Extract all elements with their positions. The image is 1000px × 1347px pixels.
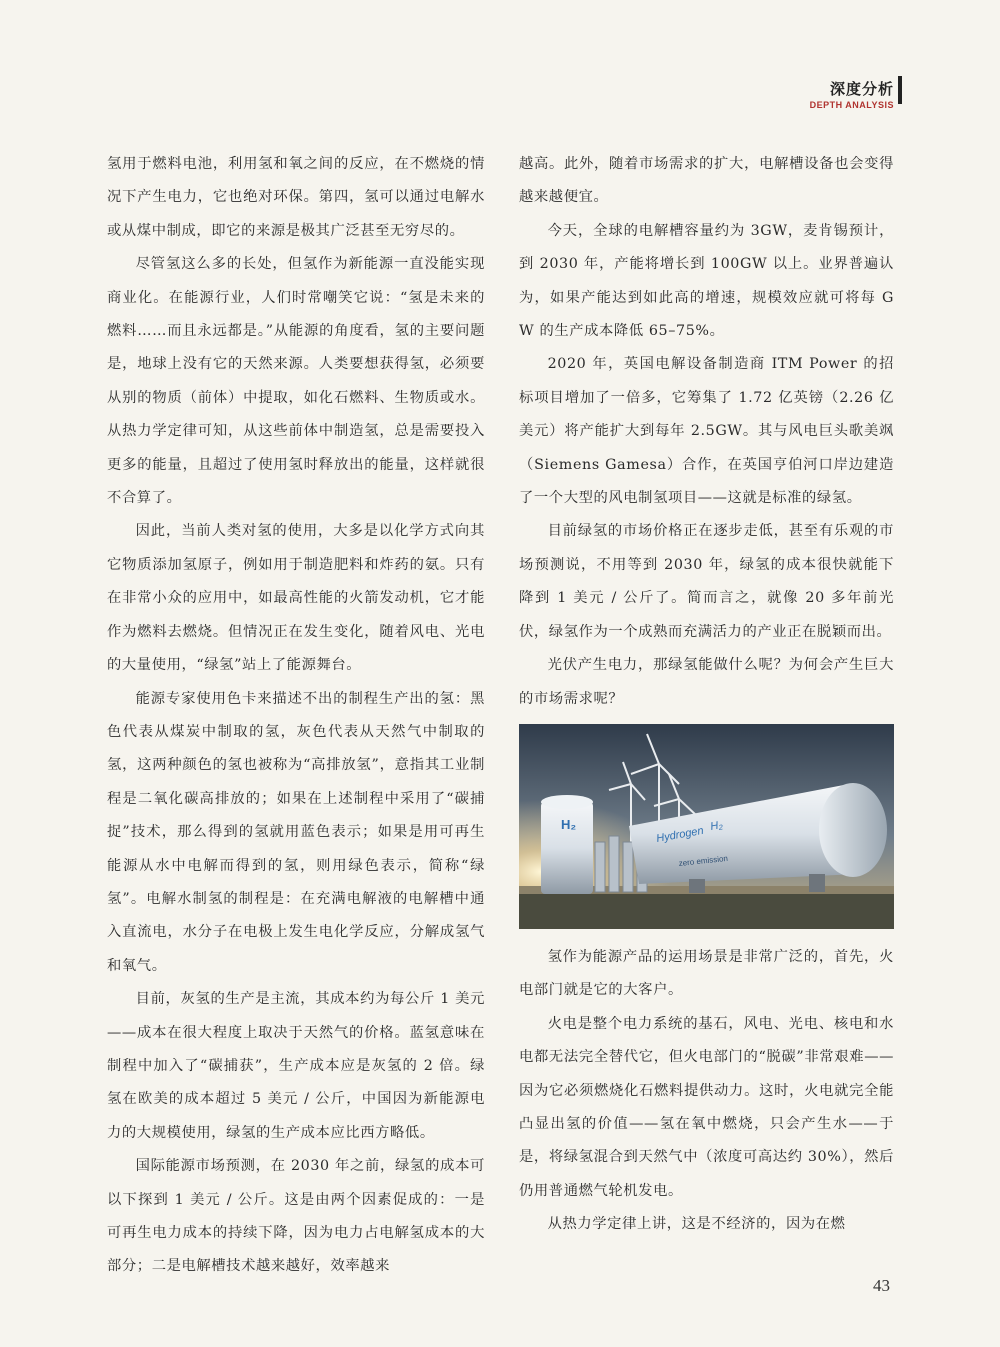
section-title-zh: 深度分析: [829, 80, 894, 98]
paragraph: 光伏产生电力，那绿氢能做什么呢？为何会产生巨大的市场需求呢？: [519, 657, 894, 707]
section-title-en: DEPTH ANALYSIS: [809, 100, 894, 110]
header-divider: [898, 76, 902, 104]
paragraph: 因此，当前人类对氢的使用，大多是以化学方式向其它物质添加氢原子，例如用于制造肥料和炸药的氨。只有在非常小众的应用中，如最高性能的火箭发动机，它才能作为燃料去燃烧。但情况正在发生变化，随着风电、光电的大量使用，“绿氢”站上了能源舞台。: [107, 523, 485, 674]
paragraph: 今天，全球的电解槽容量约为 3GW，麦肯锡预计，到 2030 年，产能将增长到 100GW 以上。业界普遍认为，如果产能达到如此高的增速，规模效应就可将每 GW 的生产成本降低 65–75%。: [519, 222, 894, 340]
paragraph: 从热力学定律上讲，这是不经济的，因为在燃: [547, 1216, 846, 1233]
paragraph: 越高。此外，随着市场需求的扩大，电解槽设备也会变得越来越便宜。: [519, 156, 894, 206]
paragraph: 目前绿氢的市场价格正在逐步走低，甚至有乐观的市场预测说，不用等到 2030 年，绿氢的成本很快就能下降到 1 美元 / 公斤了。简而言之，就像 20 多年前光伏，绿氢作为一个成熟而充满活力的产业正在脱颖而出。: [519, 523, 894, 640]
paragraph: 氢用于燃料电池，利用氢和氧之间的反应，在不燃烧的情况下产生电力，它也绝对环保。第四，氢可以通过电解水或从煤中制成，即它的来源是极其广泛甚至无穷尽的。: [107, 156, 485, 239]
paragraph: 火电是整个电力系统的基石，风电、光电、核电和水电都无法完全替代它，但火电部门的“脱碳”非常艰难——因为它必须燃烧化石燃料提供动力。这时，火电就完全能凸显出氢的价值——氢在氧中燃烧，只会产生水——于是，将绿氢混合到天然气中（浓度可高达约 30%），然后仍用普通燃气轮机发电。: [519, 1015, 894, 1199]
page-number: 43: [873, 1276, 890, 1295]
paragraph: 能源专家使用色卡来描述不出的制程生产出的氢：黑色代表从煤炭中制取的氢，灰色代表从天然气中制取的氢，这两种颜色的氢也被称为“高排放氢”，意指其工业制程是二氧化碳高排放的；如果在上述制程中采用了“碳捕捉”技术，那么得到的氢就用蓝色表示；如果是用可再生能源从水中电解而得到的氢，则用绿色表示，简称“绿氢”。电解水制氢的制程是：在充满电解液的电解槽中通入直流电，水分子在电极上发生电化学反应，分解成氢气和氧气。: [107, 690, 485, 974]
photo-illustration: [519, 724, 894, 929]
tank-label-left: H₂: [561, 816, 577, 832]
left-column: [107, 148, 485, 1284]
paragraph: 2020 年，英国电解设备制造商 ITM Power 的招标项目增加了一倍多，它筹集了 1.72 亿英镑（2.26 亿美元）将产能扩大到每年 2.5GW。其与风电巨头歌美飒（Siemens Gamesa）合作，在英国亨伯河口岸边建造了一个大型的风电制氢项目——这就是标准的绿氢。: [519, 356, 894, 507]
tank-label-small: zero emission: [678, 853, 729, 868]
paragraph: 国际能源市场预测，在 2030 年之前，绿氢的成本可以下探到 1 美元 / 公斤。这是由两个因素促成的：一是可再生电力成本的持续下降，因为电力占电解氢成本的大部分；二是电解槽技术越来越好，效率越来: [107, 1158, 485, 1275]
tank-label-main: Hydrogen: [655, 824, 705, 845]
section-header: [810, 78, 894, 110]
tank-label-h2: H₂: [709, 818, 724, 833]
paragraph: 尽管氢这么多的长处，但氢作为新能源一直没能实现商业化。在能源行业，人们时常嘲笑它说：“氢是未来的燃料……而且永远都是。”从能源的角度看，氢的主要问题是，地球上没有它的天然来源。人类要想获得氢，必须要从别的物质（前体）中提取，如化石燃料、生物质或水。从热力学定律可知，从这些前体中制造氢，总是需要投入更多的能量，且超过了使用氢时释放出的能量，这样就很不合算了。: [107, 256, 485, 507]
right-column: [519, 148, 894, 1242]
paragraph: 目前，灰氢的生产是主流，其成本约为每公斤 1 美元——成本在很大程度上取决于天然气的价格。蓝氢意味在制程中加入了“碳捕获”，生产成本应是灰氢的 2 倍。绿氢在欧美的成本超过 5 美元 / 公斤，中国因为新能源电力的大规模使用，绿氢的生产成本应比西方略低。: [107, 991, 485, 1141]
paragraph: 氢作为能源产品的运用场景是非常广泛的，首先，火电部门就是它的大客户。: [519, 948, 894, 999]
hydrogen-tank-photo: [519, 724, 894, 929]
